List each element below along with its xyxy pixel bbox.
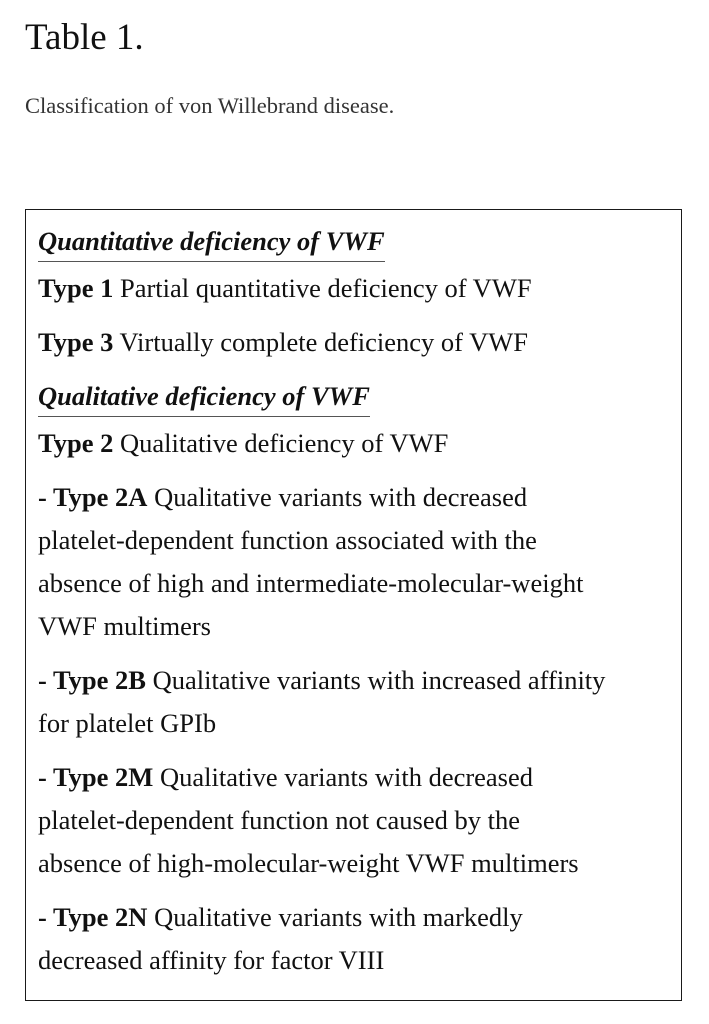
type-label: - Type 2B [38, 665, 146, 695]
type-label: Type 1 [38, 273, 114, 303]
section-heading-qualitative: Qualitative deficiency of VWF [38, 378, 370, 417]
section-heading-quantitative: Quantitative deficiency of VWF [38, 223, 385, 262]
type-description: Qualitative variants with markedly [154, 902, 523, 932]
table-title: Table 1. [25, 17, 144, 58]
type-description-line [38, 476, 671, 519]
type-description: Qualitative variants with increased affinity [152, 665, 606, 695]
classification-table [25, 209, 682, 1001]
type-description: Virtually complete deficiency of VWF [119, 327, 529, 357]
type-description: Partial quantitative deficiency of VWF [119, 273, 532, 303]
section-quantitative [38, 220, 671, 267]
type-label: - Type 2M [38, 762, 154, 792]
type-description-line: decreased affinity for factor VIII [38, 945, 385, 975]
entry-type-1 [38, 267, 671, 310]
type-description-line: platelet-dependent function not caused by the [38, 805, 520, 835]
table-caption: Classification of von Willebrand disease. [25, 93, 395, 118]
entry-type-2b [38, 659, 671, 745]
type-description-line: VWF multimers [38, 611, 211, 641]
entry-type-2 [38, 422, 671, 465]
type-label: Type 3 [38, 327, 114, 357]
entry-type-2m [38, 756, 671, 885]
type-label: - Type 2A [38, 482, 148, 512]
section-qualitative [38, 375, 671, 422]
type-description-line [38, 659, 671, 702]
type-description: Qualitative variants with decreased [159, 762, 534, 792]
type-label: - Type 2N [38, 902, 148, 932]
entry-type-3 [38, 321, 671, 364]
type-description-line: absence of high-molecular-weight VWF multimers [38, 848, 579, 878]
type-description-line [38, 896, 671, 939]
type-description-line: for platelet GPIb [38, 708, 217, 738]
type-description-line [38, 756, 671, 799]
type-label: Type 2 [38, 428, 114, 458]
type-description: Qualitative variants with decreased [154, 482, 528, 512]
entry-type-2a [38, 476, 671, 648]
type-description: Qualitative deficiency of VWF [119, 428, 449, 458]
type-description-line: absence of high and intermediate-molecular-weight [38, 568, 584, 598]
entry-type-2n [38, 896, 671, 982]
type-description-line: platelet-dependent function associated with the [38, 525, 537, 555]
